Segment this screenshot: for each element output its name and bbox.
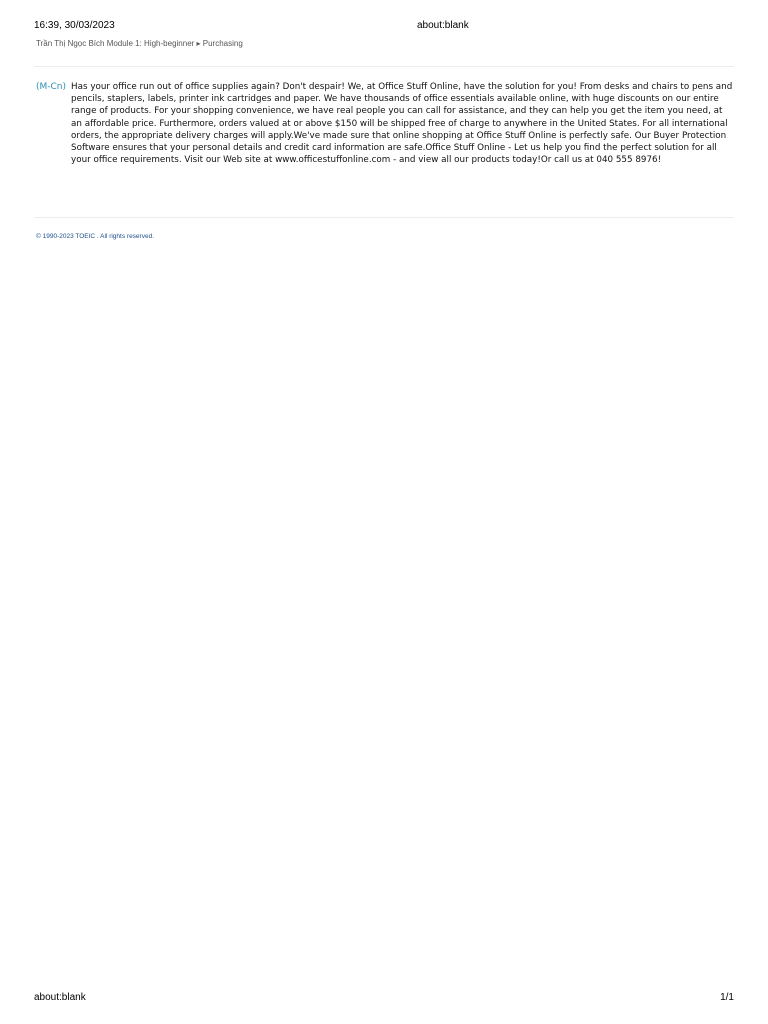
transcript-block xyxy=(36,81,736,166)
print-footer-url: about:blank xyxy=(34,992,86,1003)
page-number: 1/1 xyxy=(720,992,734,1003)
transcript-text: Has your office run out of office supplies again? Don't despair! We, at Office Stuff Online, have the solution for you! From desks and chairs to pens and pencils, staplers, labels, printer ink cartridges and paper. We have thousands of office essentials available online, with huge discounts on our entire range of products. For your shopping convenience, we have real people you can call for assistance, and they can help you get the item you need, at an affordable price. Furthermore, orders valued at or above $150 will be shipped free of charge to anywhere in the United States. For all international orders, the appropriate delivery charges will apply.We've made sure that online shopping at Office Stuff Online is perfectly safe. Our Buyer Protection Software ensures that your personal details and credit card information are safe.Office Stuff Online - Let us help you find the perfect solution for all your office requirements. Visit our Web site at www.officestuffonline.com - and view all our products today!Or call us at 040 555 8976! xyxy=(71,82,733,166)
breadcrumb: Trần Thị Ngọc Bích Module 1: High-beginner ▸ Purchasing xyxy=(36,39,243,48)
print-datetime: 16:39, 30/03/2023 xyxy=(34,20,115,31)
print-page-title: about:blank xyxy=(417,20,469,31)
bottom-divider xyxy=(34,217,734,218)
copyright-notice[interactable]: © 1990-2023 TOEIC . All rights reserved. xyxy=(36,233,154,240)
speaker-label: (M-Cn) xyxy=(36,82,67,92)
top-divider xyxy=(34,66,734,67)
print-header xyxy=(34,19,734,33)
print-footer xyxy=(34,991,734,1005)
